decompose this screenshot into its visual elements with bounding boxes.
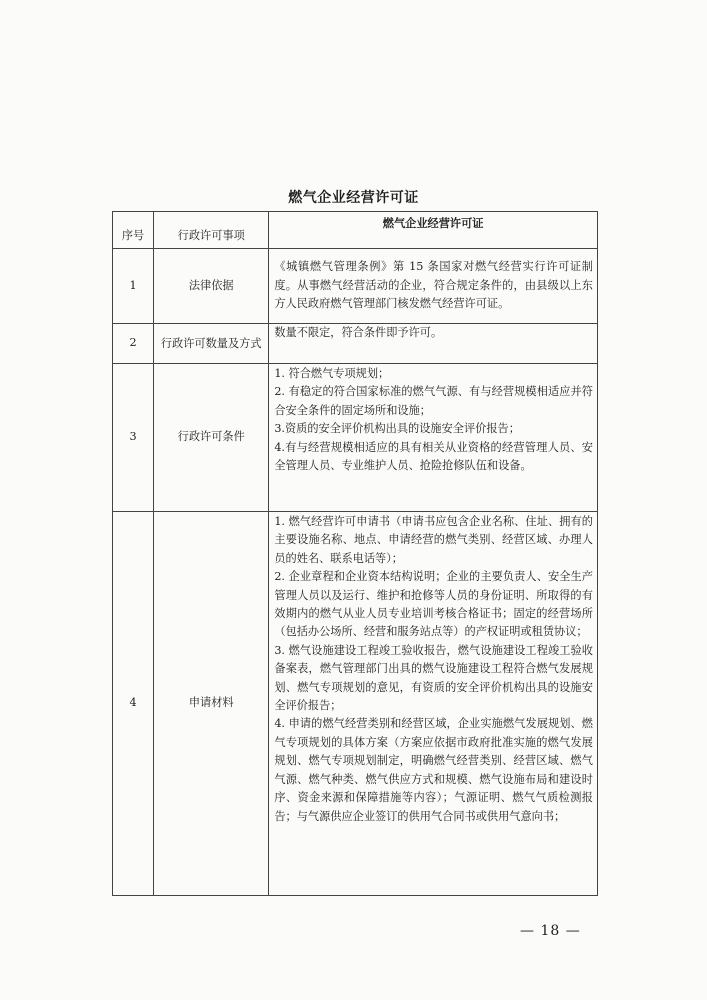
row-content xyxy=(269,324,598,364)
page-number: — 18 — xyxy=(520,923,581,939)
row-item: 法律依据 xyxy=(154,249,269,324)
content-paragraph: 4.有与经营规模相适应的具有相关从业资格的经营管理人员、安全管理人员、专业维护人员、抢险抢修队伍和设备。 xyxy=(274,440,593,473)
table-row xyxy=(113,364,598,512)
content-paragraph: 2. 有稳定的符合国家标准的燃气气源、有与经营规模相适应并符合安全条件的固定场所和设施； xyxy=(274,385,593,417)
table-row xyxy=(113,249,598,324)
row-item: 申请材料 xyxy=(154,512,269,896)
row-no: 1 xyxy=(113,249,154,324)
content-paragraph: 4. 申请的燃气经营类别和经营区域，企业实施燃气发展规划、燃气专项规划的具体方案（方案应依据市政府批准实施的燃气发展规划、燃气专项规划制定，明确燃气经营类别、经营区域、燃气气源、燃气种类、燃气供应方式和规模、燃气设施布局和建设时序、资金来源和保障措施等内容）；气源证明、燃气气质检测报告；与气源供应企业签订的供用气合同书或供用气意向书； xyxy=(274,717,593,823)
row-content xyxy=(269,364,598,512)
row-no: 3 xyxy=(113,364,154,512)
content-paragraph: 3.资质的安全评价机构出具的设施安全评价报告； xyxy=(274,422,520,436)
header-item: 行政许可事项 xyxy=(154,212,269,249)
content-paragraph: 1. 燃气经营许可申请书（申请书应包含企业名称、住址、拥有的主要设施名称、地点、申请经营的燃气类别、经营区域、办理人员的姓名、联系电话等）； xyxy=(274,515,593,565)
row-item: 行政许可数量及方式 xyxy=(154,324,269,364)
table-row xyxy=(113,512,598,896)
header-content: 燃气企业经营许可证 xyxy=(269,212,598,249)
row-no: 4 xyxy=(113,512,154,896)
permit-table xyxy=(112,211,598,896)
content-paragraph: 《城镇燃气管理条例》第 15 条国家对燃气经营实行许可证制度。从事燃气经营活动的企业，符合规定条件的，由县级以上东方人民政府燃气管理部门核发燃气经营许可证。 xyxy=(274,260,593,311)
content-paragraph: 2. 企业章程和企业资本结构说明；企业的主要负责人、安全生产管理人员以及运行、维护和抢修等人员的身份证明、所取得的有效期内的燃气从业人员专业培训考核合格证书；固定的经营场所（包括办公场所、经营和服务站点等）的产权证明或租赁协议； xyxy=(274,570,593,639)
table-row xyxy=(113,324,598,364)
row-content xyxy=(269,249,598,324)
row-item: 行政许可条件 xyxy=(154,364,269,512)
content-paragraph: 数量不限定，符合条件即予许可。 xyxy=(274,326,443,339)
row-no: 2 xyxy=(113,324,154,364)
table-header-row xyxy=(113,212,598,249)
content-paragraph: 1. 符合燃气专项规划； xyxy=(274,367,390,380)
header-no: 序号 xyxy=(113,212,154,249)
content-paragraph: 3. 燃气设施建设工程竣工验收报告，燃气设施建设工程竣工验收备案表，燃气管理部门出具的燃气设施建设工程符合燃气发展规划、燃气专项规划的意见，有资质的安全评价机构出具的设施安全评价报告； xyxy=(274,643,593,713)
row-content xyxy=(269,512,598,896)
document-title: 燃气企业经营许可证 xyxy=(288,190,419,206)
